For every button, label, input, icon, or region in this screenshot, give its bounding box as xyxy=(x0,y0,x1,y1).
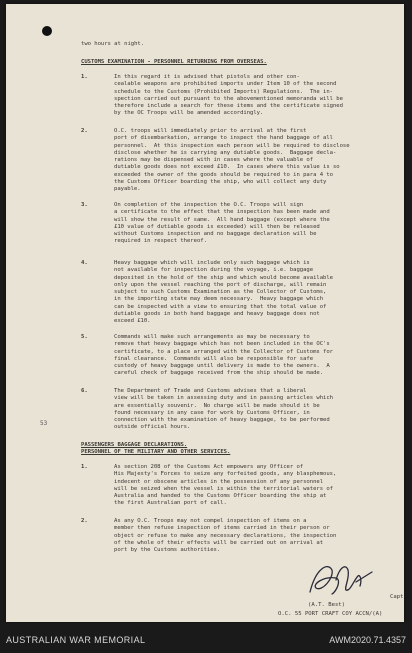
para-number: 2. xyxy=(81,128,88,134)
para-number: 2. xyxy=(81,518,88,524)
para-number: 3. xyxy=(81,202,88,208)
margin-number: 53 xyxy=(40,420,48,427)
para-number: 1. xyxy=(81,464,88,470)
para-text: Heavy baggage which will include only such baggage which is not available for inspection during the voyage, i.e. baggage deposited in the hold of the ship and which would become available only upon the vessel reaching the port of discharge, will remain subject to such Customs Examination as the Collector of Customs, in the importing state may deem necessary. Heavy baggage which can be inspected with a view to ensuring that the total value of dutiable goods in both hand baggage and heavy baggage does not exceed £10. xyxy=(114,260,333,325)
para-text: On completion of the inspection the O.C. Troops will sign a certificate to the effect that the inspection has been made and will show the result of same. All hand baggage (except where the £10 value of dutiable goods is exceeded) will then be released without Customs inspection and no baggage declaration will be required in respect thereof. xyxy=(114,202,330,245)
handwritten-signature xyxy=(306,558,376,602)
signature-name: (A.T. Best) xyxy=(308,602,346,608)
document-page xyxy=(6,4,404,622)
para-number: 6. xyxy=(81,388,88,394)
para-text: As section 208 of the Customs Act empowers any Officer of His Majesty's Forces to seize any forfeited goods, any blasphemous, indecent or obscene articles in the possession of any personnel will be seized when the vessel is within the territorial waters of Australia and handed to the Customs Officer boarding the ship at the first Australian port of call. xyxy=(114,464,337,507)
top-line: two hours at night. xyxy=(81,41,145,47)
para-text: In this regard it is advised that pistols and other con- cealable weapons are prohibited imports under Item 10 of the second schedule to the Customs (Prohibited Imports) Regulations. The in- spection carried out pursuant to the abovementioned memoranda will be therefore include a search for these items and the certificate signed by the OC Troops will be amended accordingly. xyxy=(114,74,343,117)
para-text: As any O.C. Troops may not compel inspection of items on a member then refuse inspection of items carried in their person or object or refuse to make any necessary declarations, the inspection of the whole of their effects will be carried out on arrival at port by the Customs authorities. xyxy=(114,518,337,554)
para-text: The Department of Trade and Customs advises that a liberal view will be taken in assessing duty and in passing articles which are essentially souvenir. No charge will be made should it be found necessary in any case for work by Customs Officer, in connection with the examination of heavy baggage, to be performed outside official hours. xyxy=(114,388,333,431)
archive-reference: AWM2020.71.4357 xyxy=(329,635,406,645)
signature-rank: Capt xyxy=(390,594,404,600)
para-number: 1. xyxy=(81,74,88,80)
signature-title: O.C. 55 PORT CRAFT COY ACCN/(A) xyxy=(278,611,383,617)
para-text: Commands will make such arrangements as may be necessary to remove that heavy baggage which has not been included in the OC's certificate, to a place arranged with the Collector of Customs for final clearance. Commands will also be responsible for safe custody of heavy baggage until delivery is made to the owners. A careful check of baggage received from the ship should be made. xyxy=(114,334,333,377)
para-text: O.C. troops will immediately prior to arrival at the first port of disembarkation, arrange to inspect the hand baggage of all personnel. At this inspection each person will be required to disclose disclose whether he is carrying any dutiable goods. Baggage decla- rations may be dispensed with in cases where the valuable of dutiable goods does not exceed £10. In cases where this value is so exceeded the owner of the goods should be required to in para 4 to the Customs Officer boarding the ship, who will collect any duty payable. xyxy=(114,128,350,193)
punch-hole xyxy=(42,26,52,36)
para-number: 5. xyxy=(81,334,88,340)
archive-footer xyxy=(0,627,412,653)
para-number: 4. xyxy=(81,260,88,266)
section-heading-personnel: PERSONNEL OF THE MILITARY AND OTHER SERVICES. xyxy=(81,449,231,455)
section-heading-baggage: PASSENGERS BAGGAGE DECLARATIONS. xyxy=(81,442,188,448)
section-heading-customs: CUSTOMS EXAMINATION - PERSONNEL RETURNING FROM OVERSEAS. xyxy=(81,59,267,65)
archive-name: AUSTRALIAN WAR MEMORIAL xyxy=(6,635,146,645)
